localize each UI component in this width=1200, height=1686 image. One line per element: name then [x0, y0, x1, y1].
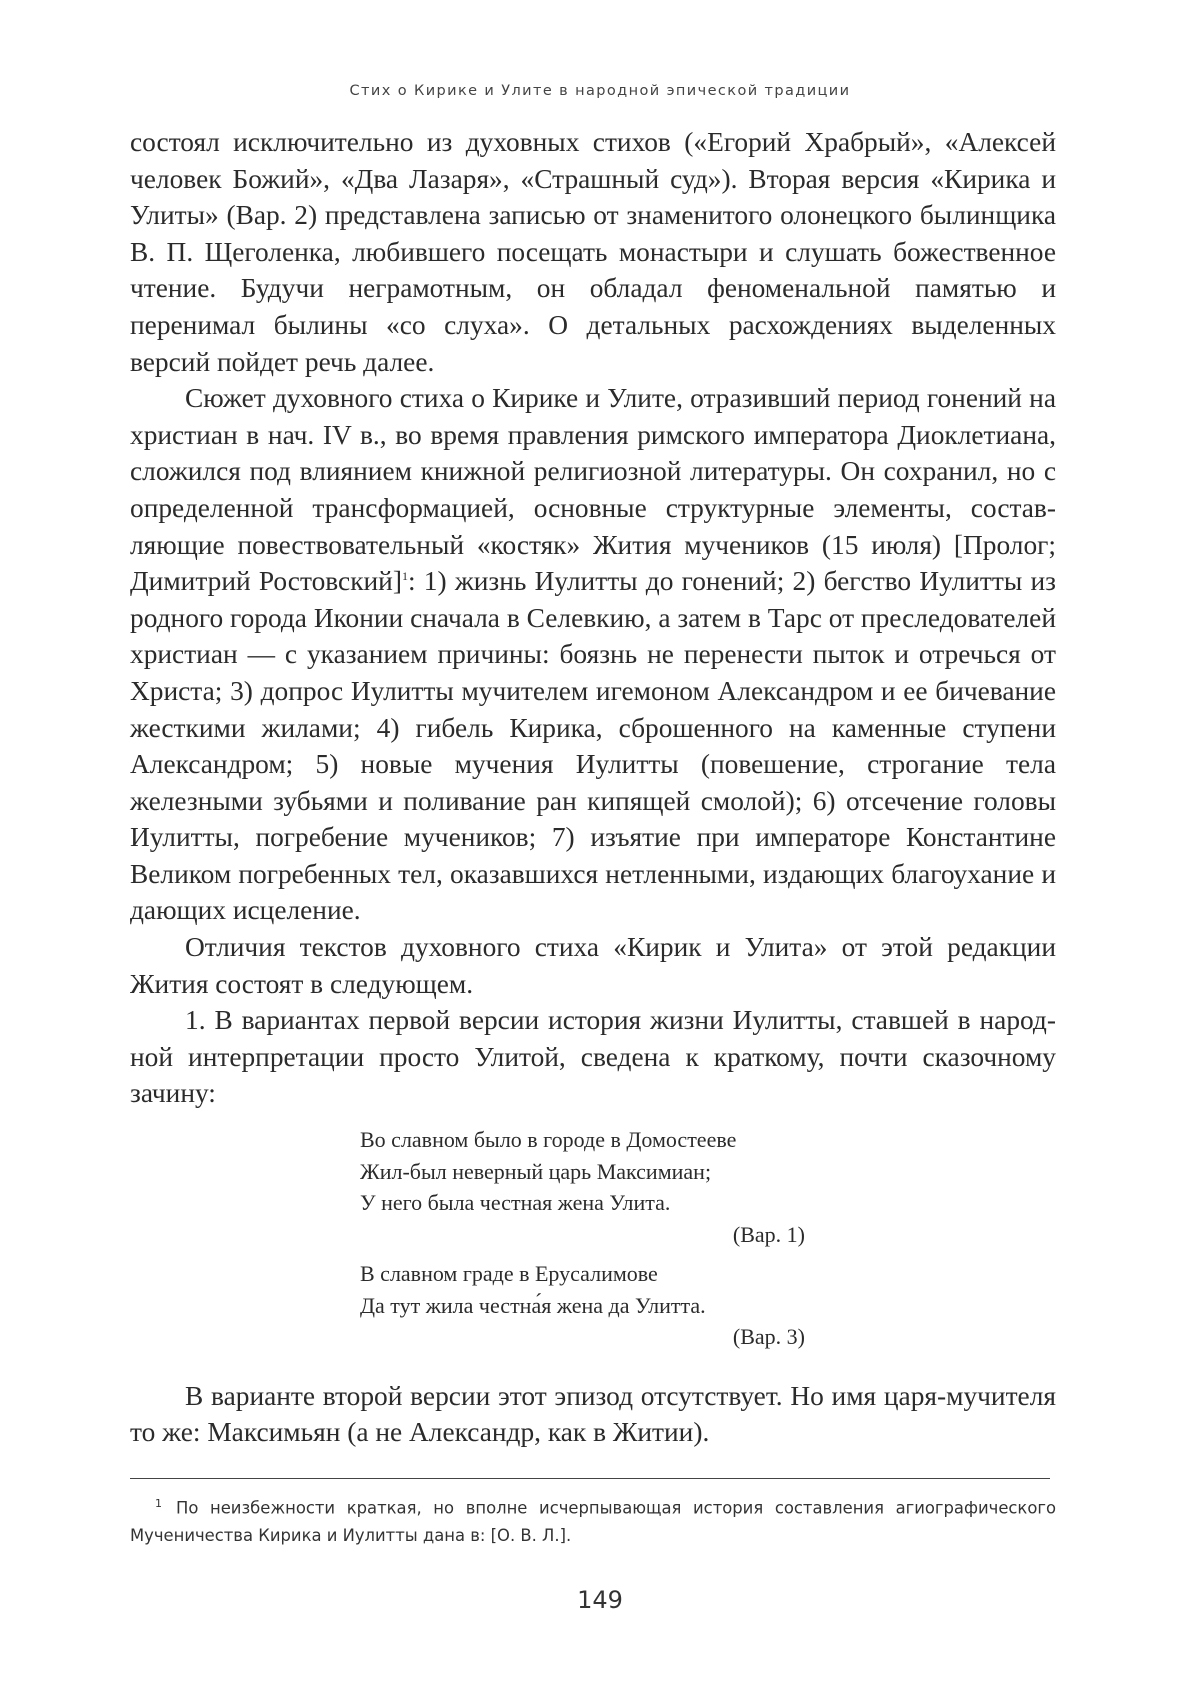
- verse-line: Во славном было в городе в Домостееве: [360, 1124, 805, 1156]
- footnote-reference[interactable]: 1: [402, 569, 408, 583]
- verse-source-ref: (Вар. 3): [360, 1321, 805, 1353]
- paragraph-second-version: В варианте второй версии этот эпизод отсутствует. Но имя царя-мучителя то же: Максимьян (а не Александр, как в Житии).: [130, 1378, 1056, 1451]
- paragraph-plot-part2: : 1) жизнь Иулитты до гонений; 2) бегство Иулитты из родного города Иконии сначала в Селевкию, а затем в Тарс от преследо­вателей христиан — с указанием причины: боязнь не перенести пыток и от­речься от Христа; 3) допрос Иулитты мучителем игемоном Александром и ее бичевание жесткими жилами; 4) гибель Кирика, сброшенного на каменные ступени Александром; 5) новые мучения Иулитты (повешение, строгание тела железными зубьями и поливание ран кипящей смолой); 6) отсечение головы Иулитты, погребение мучеников; 7) изъятие при императоре Константине Великом погребенных тел, оказавшихся нетленными, издающих благоухание и дающих исцеление.: [130, 566, 1056, 925]
- footnote: [130, 1490, 1056, 1550]
- main-text: [130, 124, 1056, 1451]
- verse-line: Да тут жила честна́я жена да Улитта.: [360, 1290, 805, 1322]
- footnote-divider: [130, 1478, 1050, 1479]
- book-page: [0, 0, 1200, 1686]
- verse-line: У него была честная жена Улита.: [360, 1187, 805, 1219]
- paragraph-plot: [130, 380, 1056, 929]
- verse-source-ref: (Вар. 1): [360, 1219, 805, 1251]
- paragraph-plot-part1: Сюжет духовного стиха о Кирике и Улите, отразивший период гонений на христиан в нач. IV в., во время правления римского императора Диоклетиана, сложился под влиянием книжной религиозной литературы. Он сохранил, но с определенной трансформацией, основные структурные элементы, состав­ляющие повествовательный «костяк» Жития мучеников (15 июля) [Пролог; Димитрий Ростовский]: [130, 383, 1056, 596]
- paragraph-continuation: состоял исключительно из духовных стихов («Егорий Храбрый», «Алексей человек Божий», «Два Лазаря», «Страшный суд»). Вторая версия «Кирика и Улиты» (Вар. 2) представлена записью от знаменитого олонецкого былин­щика В. П. Щеголенка, любившего посещать монастыри и слушать боже­ственное чтение. Будучи неграмотным, он обладал феноменальной памятью и перенимал былины «со слуха». О детальных расхождениях выделенных версий пойдет речь далее.: [130, 124, 1056, 380]
- footnote-mark: 1: [130, 1490, 176, 1518]
- paragraph-item-1: 1. В вариантах первой версии история жизни Иулитты, ставшей в народ­ной интерпретации просто Улитой, сведена к краткому, почти сказочному зачину:: [130, 1002, 1056, 1112]
- verse-quote: [360, 1124, 805, 1353]
- running-head: Стих о Кирике и Улите в народной эпической традиции: [0, 83, 1200, 99]
- paragraph-differences: Отличия текстов духовного стиха «Кирик и Улита» от этой редакции Жития состоят в следующем.: [130, 929, 1056, 1002]
- footnote-text: По неизбежности краткая, но вполне исчерпывающая история составления агиографиче­ского Мученичества Кирика и Иулитты дана в: [О. В. Л.].: [130, 1498, 1056, 1545]
- stanza-spacer: [360, 1250, 805, 1258]
- verse-line: В славном граде в Ерусалимове: [360, 1258, 805, 1290]
- verse-line: Жил-был неверный царь Максимиан;: [360, 1156, 805, 1188]
- page-number: 149: [0, 1586, 1200, 1614]
